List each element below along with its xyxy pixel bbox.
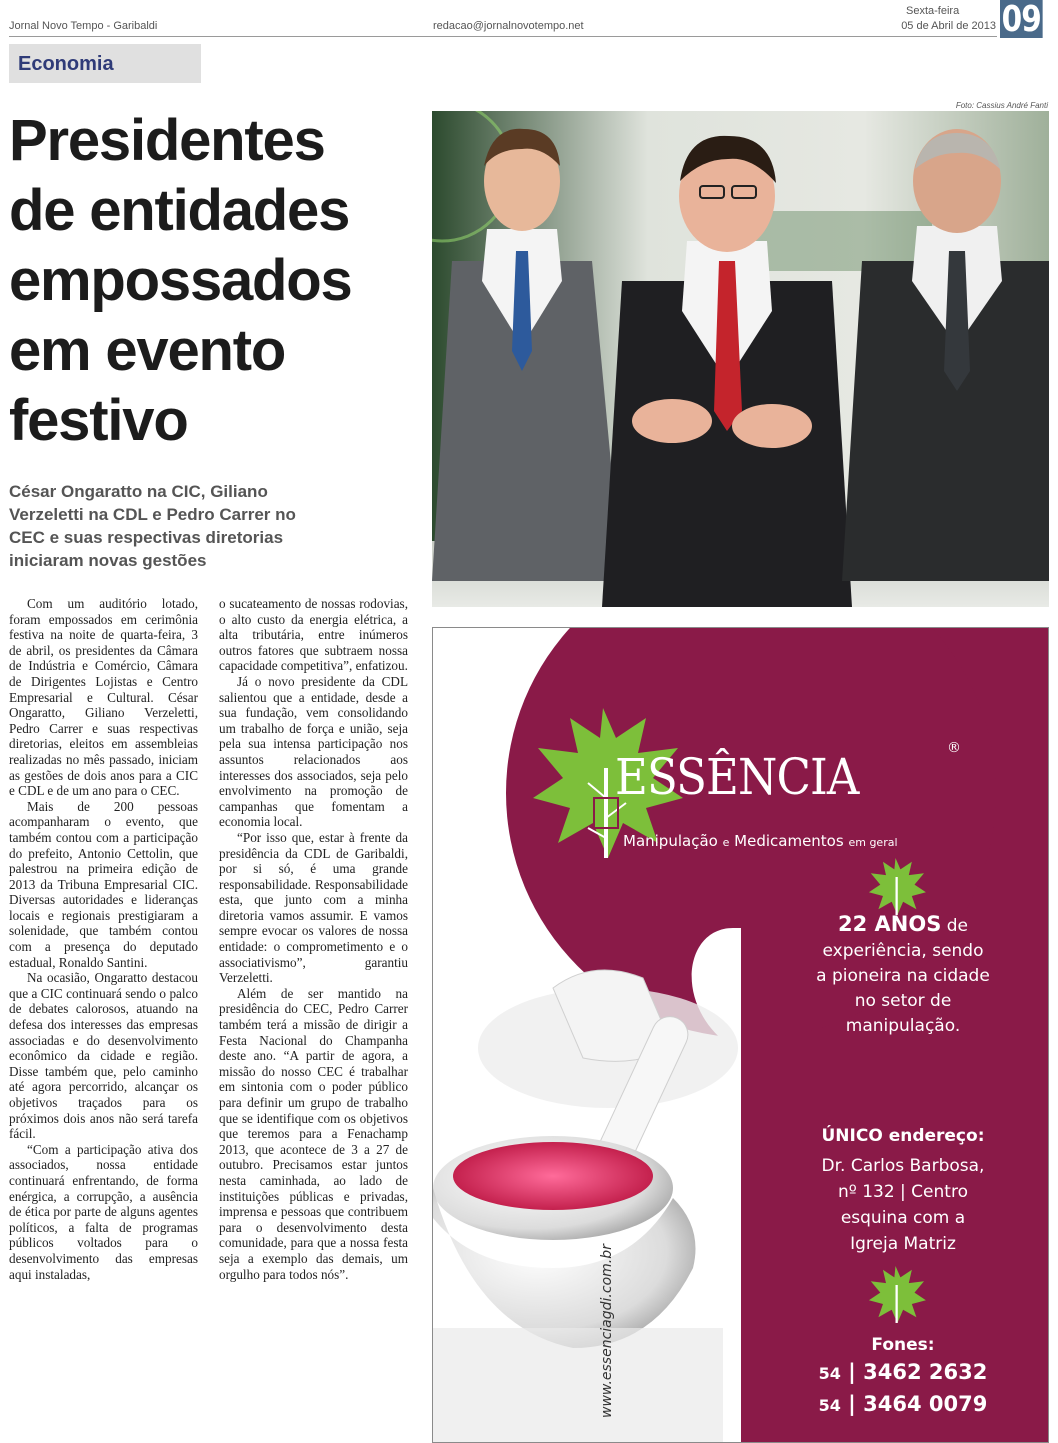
article-column-1 [9,596,198,1282]
paragraph: Mais de 200 pessoas acompanharam o evento, que também contou com a participação do prefeito, Antonio Cettolin, que palestrou na primeira edição de 2013 da Tribuna Empresarial CIC. Diversas autoridades e lideranças locais e regionais prestigiaram a solenidade, que também contou com a presença do deputado estadual, Ronaldo Santini. [9,798,198,970]
photo-credit: Foto: Cassius André Fanti [955,101,1048,110]
phone-number[interactable]: 54 | 3464 0079 [818,1392,988,1416]
headline-line: festivo [9,388,188,453]
years-word: de [946,916,968,936]
address-title: ÚNICO endereço: [821,1126,985,1146]
brand-name: ESSÊNCIA [615,748,859,806]
paragraph: Já o novo presidente da CDL salientou que a entidade, desde a sua fundação, vem consolidando um trabalho de força e união, seja pela sua intensa participação nos assuntos relacionados aos interesses dos associados, seja pelo envolvimento na promoção de campanhas que fomentam a economia local. [219,673,408,830]
tagline-part: Manipulação [623,832,718,850]
address-line: Igreja Matriz [850,1234,956,1254]
registered-mark: ® [947,740,961,756]
phone-digits: 3462 2632 [863,1360,988,1384]
subhead-line: Verzeletti na CDL e Pedro Carrer no [9,505,296,524]
experience-line: a pioneira na cidade [816,966,990,986]
paragraph: o sucateamento de nossas rodovias, o alto custo da energia elétrica, a alta tributária, entre inúmeros outros fatores que subtraem nossa capacidade competitiva”, enfatizou. [219,596,408,674]
article-column-2 [219,596,408,1282]
phone-area: 54 [818,1396,841,1415]
tagline-part: em geral [848,836,898,849]
address-line: esquina com a [840,1208,966,1228]
paragraph: Com um auditório lotado, foram empossados em cerimônia festiva na noite de quarta-feira, 3 de abril, os presidentes da Câmara de Indústria e Comércio, Câmara de Dirigentes Lojistas e Centro Empresarial e Cultural. César Ongaratto, Giliano Verzeletti, Pedro Carrer e suas respectivas diretorias, eleitos em assembleias realizadas no mês passado, iniciam as gestões de dois anos para a CIC e CDL e de um ano para o CEC. [9,596,198,799]
tagline-part: e [722,836,730,849]
essencia-advertisement [432,627,1049,1443]
subhead-line: iniciaram novas gestões [9,551,207,570]
address-line: Dr. Carlos Barbosa, [821,1156,985,1176]
paragraph: Na ocasião, Ongaratto destacou que a CIC continuará sendo o palco de debates calorosos, atuando na defesa dos interesses das empresas associadas e do desenvolvimento econômico da cidade e região. Disse também que, pelo caminho até agora percorrido, alcançar os objetivos traçados para os próximos dois anos não será tarefa fácil. [9,970,198,1142]
years-number: 22 ANOS [838,912,942,936]
experience-text [778,912,1028,1039]
experience-line: no setor de [854,991,952,1011]
issue-date: 05 de Abril de 2013 [901,20,996,32]
subhead-line: César Ongaratto na CIC, Giliano [9,482,268,501]
headline-line: de entidades [9,178,350,243]
section-label: Economia [9,44,201,83]
brand-tagline [623,832,898,850]
issue-weekday: Sexta-feira [906,5,960,17]
headline-line: empossados [9,248,352,313]
subheadline [9,480,349,572]
article-photo [432,111,1049,607]
header-rule [9,36,997,37]
page-number: 09 [1001,0,1042,40]
phone-number[interactable]: 54 | 3462 2632 [818,1360,988,1384]
paragraph: “Por isso que, estar à frente da presidência da CDL de Garibaldi, por si só, é uma grande responsabilidade. Responsabilidade esta, que junto com a minha diretoria vamos assumir. E vamos sempre evocar os valores de nossa entidade: o comprometimento e o associativismo”, garantiu Verzeletti. [219,829,408,986]
subhead-line: CEC e suas respectivas diretorias [9,528,284,547]
paragraph: “Com a participação ativa dos associados, nossa entidade continuará enfrentando, de forma enérgica, a corrupção, a ausência de ética por parte de alguns agentes políticos, a falta de programas públicos voltados para o desenvolvimento das empresas aqui instaladas, [9,1141,198,1282]
headline-line: Presidentes [9,108,325,173]
phone-area: 54 [818,1364,841,1383]
experience-line: experiência, sendo [822,941,984,961]
publication-name: Jornal Novo Tempo - Garibaldi [9,20,158,32]
address-line: nº 132 | Centro [838,1182,968,1202]
phone-digits: 3464 0079 [863,1392,988,1416]
headline-line: em evento [9,318,286,383]
phones-title: Fones: [871,1335,935,1355]
headline [9,106,429,456]
tagline-part: Medicamentos [734,832,844,850]
address [778,1153,1028,1257]
website-url[interactable]: www.essenciagdi.com.br [599,1244,615,1418]
contact-email[interactable]: redacao@jornalnovotempo.net [433,20,584,32]
paragraph: Além de ser mantido na presidência do CEC, Pedro Carrer também terá a missão de dirigir a Festa Nacional do Champanha deste ano. “A partir de agora, a missão do nosso CEC é trabalhar em sintonia com o poder público para definir um grupo de trabalho que se identifique com os objetivos que teremos para a Fenachamp 2013, que acontece de 3 a 27 de outubro. Precisamos estar juntos nesta caminhada, ao lado de instituições públicas e privadas, imprensa e pessoas que contribuem para o desenvolvimento desta comunidade, para que a nossa festa seja a exemplo das demais, um orgulho para todos nós”. [219,985,408,1282]
experience-line: manipulação. [845,1016,961,1036]
